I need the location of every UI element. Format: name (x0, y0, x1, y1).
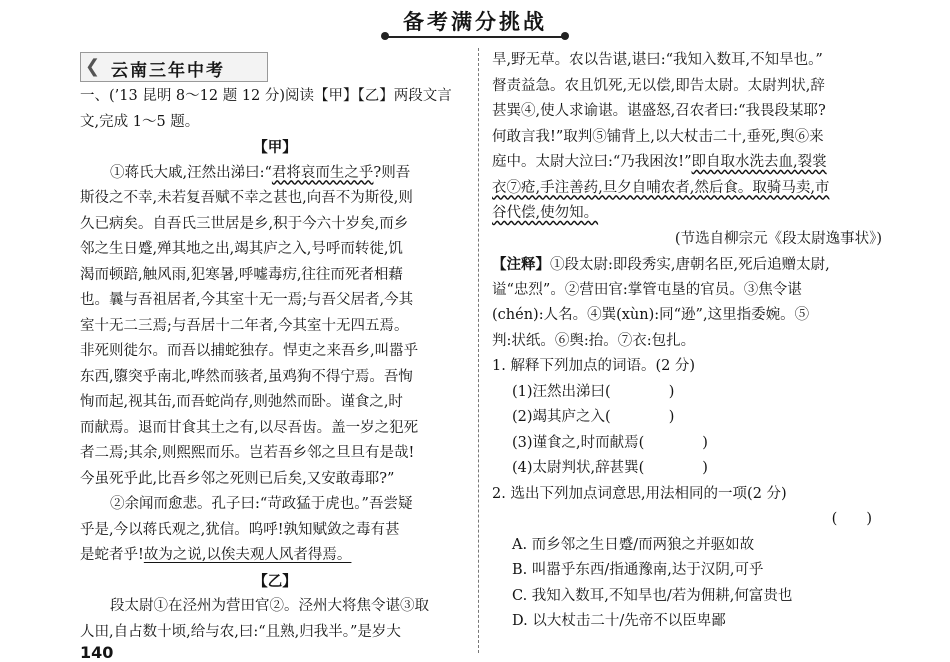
question-item: (3)谨食之,时而献焉( ) (512, 434, 708, 451)
yi-line: 人田,自占数十顷,给与农,曰:“且熟,归我半。”是岁大 (80, 623, 401, 640)
underlined-text: 即自取水洗去血,裂裳 (691, 154, 827, 170)
intro-line: 一、(’13 昆明 8～12 题 12 分)阅读【甲】【乙】两段文言 (80, 88, 452, 104)
answer-option: B. 叫嚣乎东西/指通豫南,达于汉阴,可乎 (512, 562, 764, 578)
yi-line: 段太尉①在泾州为营田官②。泾州大将焦令谌③取 (110, 598, 429, 614)
section-tag-label: 云南三年中考 (111, 61, 225, 81)
text-line: 恂而起,视其缶,而吾蛇尚存,则弛然而卧。谨食之,时 (80, 394, 403, 410)
question-item: (1)汪然出涕曰( ) (512, 383, 675, 400)
jia-heading: 【甲】 (253, 139, 297, 156)
text-line: 室十无二三焉;与吾居十二年者,今其室十无四五焉。 (80, 317, 409, 334)
text-line: 乎是,今以蒋氏观之,犹信。呜呼!孰知赋敛之毒有甚 (80, 521, 400, 538)
text-line: 督责益急。农且饥死,无以偿,即告太尉。太尉判状,辞 (492, 77, 825, 94)
text-line: 何敢言我!”取判⑤铺背上,以大杖击二十,垂死,舆⑥来 (492, 128, 824, 145)
text-line: 今虽死乎此,比吾乡邻之死则已后矣,又安敢毒耶?” (80, 470, 395, 487)
text-line (492, 150, 882, 176)
text-run: ?则吾 (373, 164, 411, 181)
text-line (492, 176, 882, 202)
text-line: 者二焉;其余,则熙熙而乐。岂若吾乡邻之旦旦有是哉! (80, 445, 415, 461)
question-2: 2. 选出下列加点词意思,用法相同的一项(2 分) (492, 485, 787, 502)
header-dot-left (381, 32, 389, 40)
section-tag (80, 52, 268, 82)
note-line (492, 252, 882, 278)
yi-heading: 【乙】 (253, 572, 297, 590)
page-header (0, 0, 950, 48)
text-line: 非死则徙尔。而吾以捕蛇独存。悍吏之来吾乡,叫嚣乎 (80, 343, 419, 359)
answer-option: A. 而乡邻之生日蹙/而两狼之并驱如故 (512, 536, 755, 553)
header-dot-right (561, 32, 569, 40)
text-line (80, 543, 470, 569)
text-line: 也。曩与吾祖居者,今其室十无一焉;与吾父居者,今其 (80, 292, 414, 308)
column-divider (478, 48, 479, 653)
intro-line: 文,完成 1～5 题。 (80, 113, 200, 130)
text-run: ①蒋氏大戚,汪然出涕曰:“ (110, 164, 272, 181)
text-line: 旱,野无草。农以告谌,谌曰:“我知入数耳,不知旱也。” (492, 52, 823, 68)
text-line: 渴而顿踣,触风雨,犯寒暑,呼嘘毒疠,往往而死者相藉 (80, 266, 403, 283)
notes-label: 【注释】 (492, 256, 550, 273)
text-line: 甚巽④,使人求谕谌。谌盛怒,召农者曰:“我畏段某耶? (492, 103, 826, 119)
source-citation: (节选自柳宗元《段太尉逸事状》) (674, 230, 882, 247)
chevron-icon: ❮ (85, 56, 101, 77)
jia-paragraph-2 (80, 492, 470, 569)
text-line: 而献焉。退而甘食其土之有,以尽吾齿。盖一岁之犯死 (80, 419, 419, 436)
underlined-text: 君将哀而生之乎 (271, 164, 374, 181)
text-line: ②余闻而愈悲。孔子曰:“苛政猛于虎也。”吾尝疑 (110, 496, 413, 512)
header-title: 备考满分挑战 (403, 10, 547, 34)
answer-option: D. 以大杖击二十/先帝不以臣卑鄙 (512, 613, 726, 629)
annotation-notes (492, 252, 882, 354)
left-column (80, 84, 470, 645)
header-rule (385, 36, 565, 38)
question-item: (2)竭其庐之入( ) (512, 409, 675, 425)
underlined-text: 衣⑦疮,手注善药,旦夕自哺农者,然后食。取骑马卖,市 (492, 179, 830, 196)
text-run: 庭中。太尉大泣曰:“乃我困汝!” (492, 154, 692, 170)
jia-paragraph-1 (80, 161, 470, 493)
underlined-text: 故为之说,以俟夫观人风者得焉。 (143, 547, 352, 563)
question-2-options (492, 533, 882, 635)
answer-option: C. 我知入数耳,不知旱也/若为佣耕,何富贵也 (512, 587, 793, 604)
note-line: 谥“忠烈”。②营田官:掌管屯垦的官员。③焦令谌 (492, 281, 802, 298)
text-run: ①段太尉:即段秀实,唐朝名臣,死后追赠太尉, (550, 257, 830, 273)
question-1: 1. 解释下列加点的词语。(2 分) (492, 358, 696, 374)
question-1-items (492, 380, 882, 482)
text-line (80, 161, 470, 187)
answer-blank: ( ) (831, 511, 872, 527)
yi-continuation (492, 48, 882, 227)
text-line: 东西,隳突乎南北,哗然而骇者,虽鸡狗不得宁焉。吾恂 (80, 368, 413, 385)
note-line: 判:状纸。⑥舆:抬。⑦衣:包扎。 (492, 332, 696, 349)
text-run: 是蛇者乎! (80, 547, 144, 563)
underlined-text: 谷代偿,使勿知。 (492, 205, 599, 221)
question-item: (4)太尉判状,辞甚巽( ) (512, 460, 708, 476)
page-number: 140 (80, 643, 114, 662)
right-column (492, 48, 882, 635)
text-line: 邻之生日蹙,殚其地之出,竭其庐之入,号呼而转徙,饥 (80, 241, 403, 257)
text-line: 久已病矣。自吾氏三世居是乡,积于今六十岁矣,而乡 (80, 215, 409, 232)
text-line (492, 201, 882, 227)
text-line: 斯役之不幸,未若复吾赋不幸之甚也,向吾不为斯役,则 (80, 190, 413, 206)
note-line: (chén):人名。④巽(xùn):同“逊”,这里指委婉。⑤ (492, 307, 810, 323)
